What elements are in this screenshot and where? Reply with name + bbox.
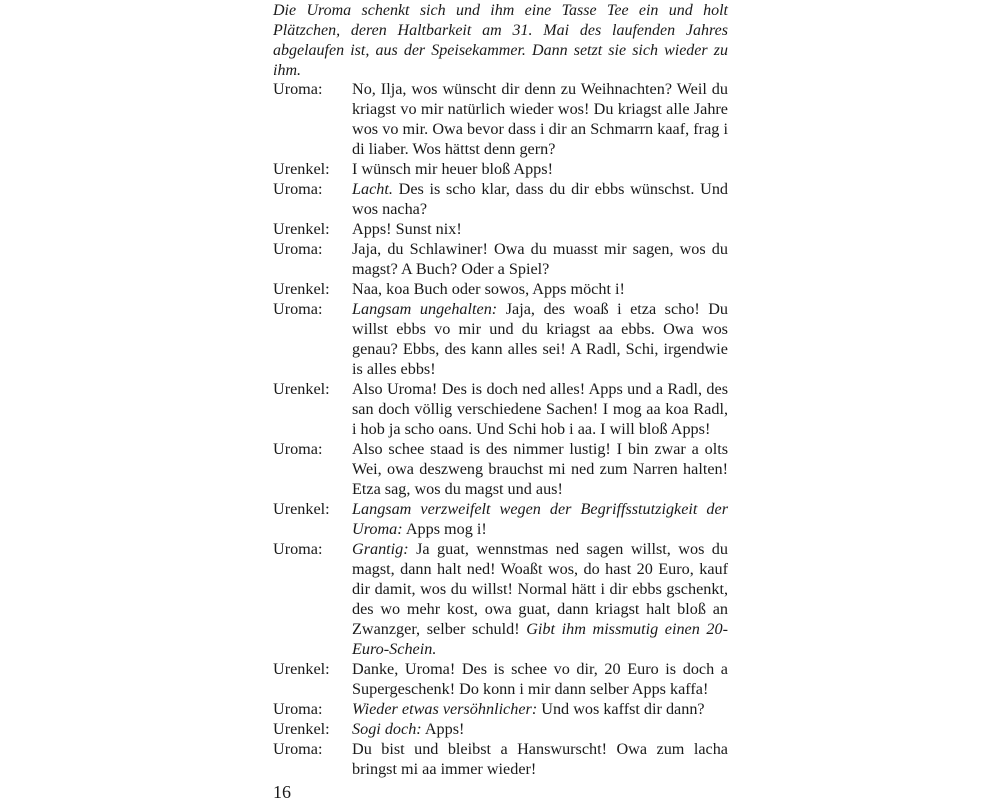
speaker-name: Urenkel:: [273, 720, 330, 738]
dialogue-line: [273, 499, 728, 539]
spoken-line: Des is scho klar, dass du dir ebbs wünschst. Und wos nacha?: [352, 180, 729, 218]
spoken-line: Du bist und bleibst a Hanswurscht! Owa zum lacha bringst mi aa immer wieder!: [352, 740, 728, 778]
spoken-line: Apps!: [424, 720, 465, 738]
speaker-name: Uroma:: [273, 700, 323, 718]
spoken-line: Also schee staad is des nimmer lustig! I bin zwar a olts Wei, owa deszweng brauchst mi ned zum Narren halten! Etza sag, wos du magst und aus!: [352, 440, 728, 498]
spoken-line: Naa, koa Buch oder sowos, Apps möcht i!: [352, 280, 625, 298]
speaker-name: Urenkel:: [273, 280, 330, 298]
stage-direction: Wieder etwas versöhnlicher:: [352, 700, 538, 718]
dialogue-line: [273, 159, 728, 179]
dialogue-line: [273, 739, 728, 779]
dialogue-line: [273, 719, 728, 739]
speaker-name: Uroma:: [273, 300, 323, 318]
speaker-name: Uroma:: [273, 180, 323, 198]
speech-text: [352, 539, 728, 659]
dialogue-line: [273, 239, 728, 279]
spoken-line: Also Uroma! Des is doch ned alles! Apps und a Radl, des san doch völlig verschiedene Sachen! I mog aa koa Radl, i hob ja scho oans. Und Schi hob i aa. I will bloß Apps!: [352, 380, 728, 438]
dialogue-list: [273, 79, 728, 779]
stage-direction-intro: Die Uroma schenkt sich und ihm eine Tasse Tee ein und holt Plätzchen, deren Haltbarkeit am 31. Mai des laufenden Jahres abgelaufen ist, aus der Speisekammer. Dann setzt sie sich wieder zu ihm.: [273, 2, 728, 79]
page-number: 16: [273, 782, 291, 802]
speech-text: [352, 239, 728, 279]
speaker-name: Uroma:: [273, 240, 323, 258]
speech-text: [352, 659, 728, 699]
speech-text: [352, 179, 728, 219]
spoken-line: No, Ilja, wos wünscht dir denn zu Weihnachten? Weil du kriagst vo mir natürlich wieder wos! Du kriagst alle Jahre wos vo mir. Owa bevor dass i dir an Schmarrn kaaf, frag i di liaber. Wos hättst denn gern?: [352, 80, 728, 158]
speech-text: [352, 719, 728, 739]
speech-text: [352, 79, 728, 159]
dialogue-line: [273, 79, 728, 159]
speech-text: [352, 699, 728, 719]
spoken-line: Danke, Uroma! Des is schee vo dir, 20 Euro is doch a Supergeschenk! Do konn i mir dann selber Apps kaffa!: [352, 660, 728, 698]
speech-text: [352, 159, 728, 179]
spoken-line: Apps mog i!: [405, 520, 487, 538]
spoken-line: I wünsch mir heuer bloß Apps!: [352, 160, 553, 178]
stage-direction: Lacht.: [352, 180, 393, 198]
stage-direction: Langsam ungehalten:: [352, 300, 498, 318]
dialogue-line: [273, 439, 728, 499]
stage-direction: Sogi doch:: [352, 720, 422, 738]
dialogue-line: [273, 219, 728, 239]
stage-direction: Gibt ihm missmutig einen 20-Euro-Schein.: [352, 620, 728, 658]
speech-text: [352, 279, 728, 299]
spoken-line: Apps! Sunst nix!: [352, 220, 462, 238]
stage-direction: Grantig:: [352, 540, 409, 558]
stage-direction: Langsam verzweifelt wegen der Begriffsstutzigkeit der Uroma:: [352, 500, 728, 538]
dialogue-line: [273, 299, 728, 379]
spoken-line: Und wos kaffst dir dann?: [541, 700, 705, 718]
speaker-name: Uroma:: [273, 540, 323, 558]
speaker-name: Uroma:: [273, 740, 323, 758]
speech-text: [352, 499, 728, 539]
speech-text: [352, 379, 728, 439]
speech-text: [352, 219, 728, 239]
spoken-line: Ja guat, wennstmas ned sagen willst, wos du magst, dann halt ned! Woaßt wos, do hast 20 Euro, kauf dir damit, wos du willst! Normal hätt i dir ebbs gschenkt, des wo mehr kost, owa guat, dann kriagst halt bloß an Zwanzger, selber schuld!: [352, 540, 728, 638]
speech-text: [352, 439, 728, 499]
speech-text: [352, 739, 728, 779]
dialogue-line: [273, 279, 728, 299]
spoken-line: Jaja, du Schlawiner! Owa du muasst mir sagen, wos du magst? A Buch? Oder a Spiel?: [352, 240, 728, 278]
dialogue-line: [273, 539, 728, 659]
dialogue-line: [273, 699, 728, 719]
speaker-name: Urenkel:: [273, 380, 330, 398]
speaker-name: Urenkel:: [273, 500, 330, 518]
speaker-name: Uroma:: [273, 80, 323, 98]
dialogue-line: [273, 179, 728, 219]
dialogue-line: [273, 379, 728, 439]
speaker-name: Uroma:: [273, 440, 323, 458]
speaker-name: Urenkel:: [273, 160, 330, 178]
spoken-line: Jaja, des woaß i etza scho! Du willst ebbs vo mir und du kriagst aa ebbs. Owa wos genau? Ebbs, des kann alles sei! A Radl, Schi, irgendwie is alles ebbs!: [352, 300, 729, 378]
dialogue-line: [273, 659, 728, 699]
speech-text: [352, 299, 728, 379]
speaker-name: Urenkel:: [273, 660, 330, 678]
speaker-name: Urenkel:: [273, 220, 330, 238]
